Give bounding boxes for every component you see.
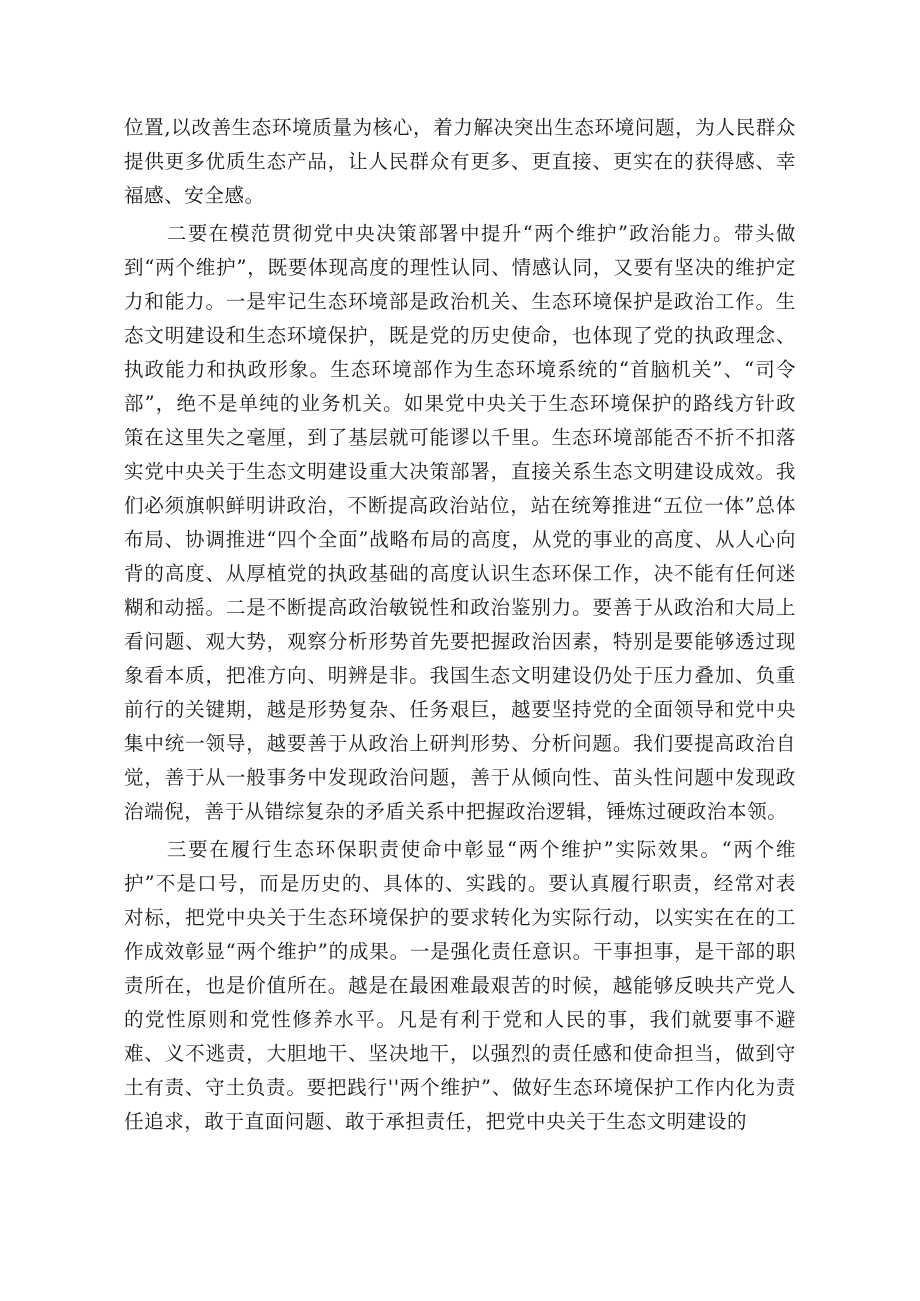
paragraph-political-capacity: 二要在模范贯彻党中央决策部署中提升“两个维护”政治能力。带头做到“两个维护”，既要体现高度的理性认同、情感认同，又要有坚决的维护定力和能力。一是牢记生态环境部是政治机关、生态环境保护是政治工作。生态文明建设和生态环境保护，既是党的历史使命，也体现了党的执政理念、执政能力和执政形象。生态环境部作为生态环境系统的“首脑机关”、“司令部”，绝不是单纯的业务机关。如果党中央关于生态环境保护的路线方针政策在这里失之毫厘，到了基层就可能谬以千里。生态环境部能否不折不扣落实党中央关于生态文明建设重大决策部署，直接关系生态文明建设成效。我们必须旗帜鲜明讲政治，不断提高政治站位，站在统筹推进“五位一体”总体布局、协调推进“四个全面”战略布局的高度，从党的事业的高度、从人心向背的高度、从厚植党的执政基础的高度认识生态环保工作，决不能有任何迷糊和动摇。二是不断提高政治敏锐性和政治鉴别力。要善于从政治和大局上看问题、观大势，观察分析形势首先要把握政治因素，特别是要能够透过现象看本质，把准方向、明辨是非。我国生态文明建设仍处于压力叠加、负重前行的关键期，越是形势复杂、任务艰巨，越要坚持党的全面领导和党中央集中统一领导，越要善于从政治上研判形势、分析问题。我们要提高政治自觉，善于从一般事务中发现政治问题，善于从倾向性、苗头性问题中发现政治端倪，善于从错综复杂的矛盾关系中把握政治逻辑，锤炼过硬政治本领。	[124, 222, 796, 823]
paragraph-responsibility-effect: 三要在履行生态环保职责使命中彰显“两个维护”实际效果。“两个维护”不是口号，而是历史的、具体的、实践的。要认真履行职责，经常对表对标，把党中央关于生态环境保护的要求转化为实际行动，以实实在在的工作成效彰显“两个维护”的成果。一是强化责任意识。干事担事，是干部的职责所在，也是价值所在。越是在最困难最艰苦的时候，越能够反映共产党人的党性原则和党性修养水平。凡是有利于党和人民的事，我们就要事不避难、义不逃责，大胆地干、坚决地干，以强烈的责任感和使命担当，做到守土有责、守土负责。要把践行''两个维护”、做好生态环境保护工作内化为责任追求，敢于直面问题、敢于承担责任，把党中央关于生态文明建设的	[124, 838, 796, 1133]
paragraph-continuation: 位置,以改善生态环境质量为核心，着力解决突出生态环境问题，为人民群众提供更多优质生态产品，让人民群众有更多、更直接、更实在的获得感、幸福感、安全感。	[124, 116, 796, 207]
document-body	[124, 111, 796, 1139]
